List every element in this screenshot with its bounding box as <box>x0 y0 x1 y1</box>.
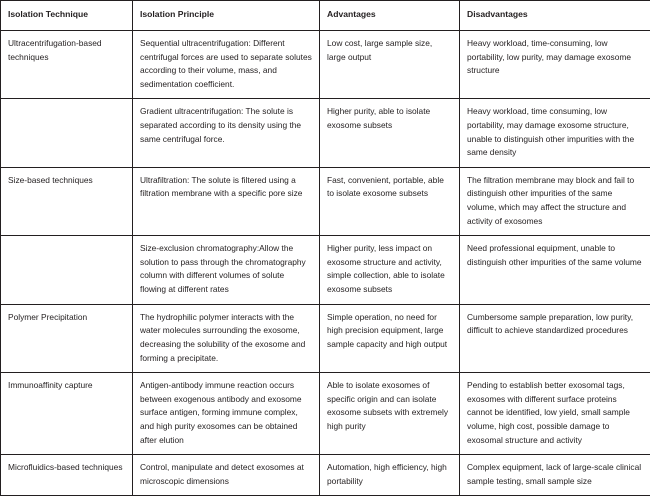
cell-advantages: Fast, convenient, portable, able to isolate exosome subsets <box>320 167 460 235</box>
cell-principle: Size-exclusion chromatography:Allow the solution to pass through the chromatography column with different volumes of solute flowing at different rates <box>133 236 320 304</box>
cell-advantages: Simple operation, no need for high precision equipment, large sample capacity and high output <box>320 304 460 372</box>
cell-advantages: Low cost, large sample size, large output <box>320 30 460 98</box>
cell-disadvantages: The filtration membrane may block and fail to distinguish other impurities of the same volume, which may affect the structure and activity of exosomes <box>460 167 650 235</box>
table-header-row <box>1 1 650 31</box>
column-header-isolation-technique: Isolation Technique <box>1 1 133 31</box>
table-row <box>1 99 650 167</box>
table-row <box>1 236 650 304</box>
cell-principle: Gradient ultracentrifugation: The solute is separated according to its density using the same centrifugal force. <box>133 99 320 167</box>
cell-technique <box>1 99 133 167</box>
cell-principle: Antigen-antibody immune reaction occurs between exogenous antibody and exosome surface antigen, forming immune complex, and high purity exosomes can be obtained after elution <box>133 373 320 455</box>
table-row <box>1 373 650 455</box>
cell-technique: Polymer Precipitation <box>1 304 133 372</box>
cell-advantages: Automation, high efficiency, high portability <box>320 455 460 496</box>
cell-principle: The hydrophilic polymer interacts with the water molecules surrounding the exosome, decreasing the solubility of the exosome and forming a precipitate. <box>133 304 320 372</box>
table-row <box>1 30 650 98</box>
cell-technique: Ultracentrifugation-based techniques <box>1 30 133 98</box>
column-header-advantages: Advantages <box>320 1 460 31</box>
cell-principle: Control, manipulate and detect exosomes at microscopic dimensions <box>133 455 320 496</box>
cell-technique <box>1 236 133 304</box>
cell-technique: Immunoaffinity capture <box>1 373 133 455</box>
cell-advantages: Able to isolate exosomes of specific origin and can isolate exosome subsets with extremely high purity <box>320 373 460 455</box>
cell-principle: Sequential ultracentrifugation: Different centrifugal forces are used to separate solutes according to their volume, mass, and sedimentation coefficient. <box>133 30 320 98</box>
cell-principle: Ultrafiltration: The solute is filtered using a filtration membrane with a specific pore size <box>133 167 320 235</box>
cell-disadvantages: Cumbersome sample preparation, low purity, difficult to achieve standardized procedures <box>460 304 650 372</box>
column-header-isolation-principle: Isolation Principle <box>133 1 320 31</box>
cell-technique: Size-based techniques <box>1 167 133 235</box>
cell-advantages: Higher purity, able to isolate exosome subsets <box>320 99 460 167</box>
cell-advantages: Higher purity, less impact on exosome structure and activity, simple collection, able to isolate exosome subsets <box>320 236 460 304</box>
cell-disadvantages: Heavy workload, time-consuming, low portability, low purity, may damage exosome structure <box>460 30 650 98</box>
table-row <box>1 455 650 496</box>
cell-disadvantages: Pending to establish better exosomal tags, exosomes with different surface proteins cannot be identified, low yield, small sample volume, high cost, possible damage to exosomal structure and activity <box>460 373 650 455</box>
table-row <box>1 167 650 235</box>
cell-technique: Microfluidics-based techniques <box>1 455 133 496</box>
cell-disadvantages: Heavy workload, time consuming, low portability, may damage exosome structure, unable to distinguish other impurities with the same density <box>460 99 650 167</box>
cell-disadvantages: Need professional equipment, unable to distinguish other impurities of the same volume <box>460 236 650 304</box>
column-header-disadvantages: Disadvantages <box>460 1 650 31</box>
table-row <box>1 304 650 372</box>
cell-disadvantages: Complex equipment, lack of large-scale clinical sample testing, small sample size <box>460 455 650 496</box>
